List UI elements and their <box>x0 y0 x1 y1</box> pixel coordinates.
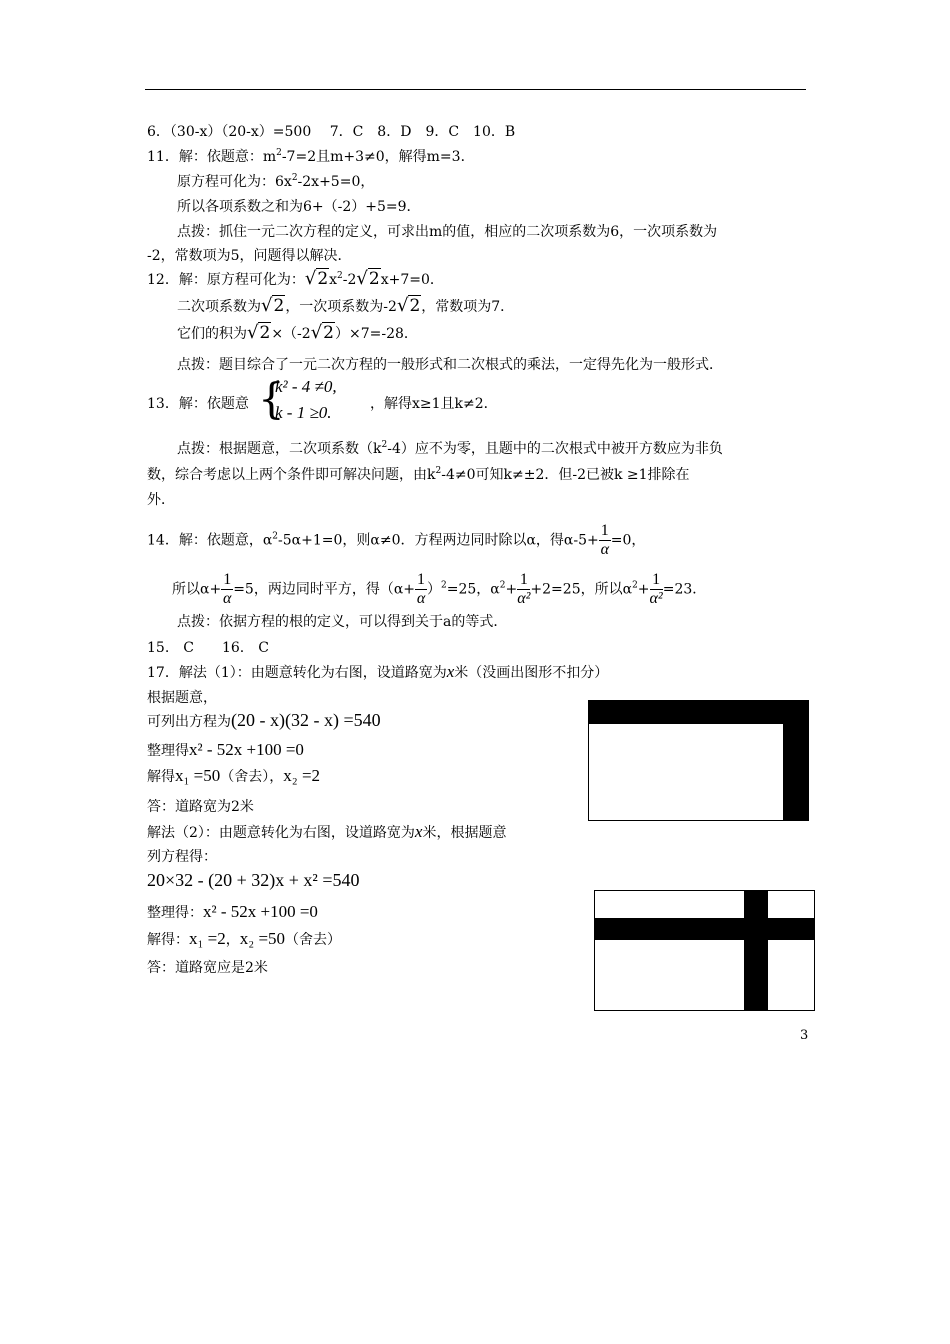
q12-note: 点拨：题目综合了一元二次方程的一般形式和二次根式的乘法，一定得先化为一般形式． <box>177 357 723 373</box>
q11-note-line2: -2，常数项为5，问题得以解决． <box>147 248 352 264</box>
sqrt-symbol: √2 <box>304 268 329 289</box>
q17-line4: 整理得x² - 52x +100 =0 <box>147 740 304 759</box>
q17-line2: 根据题意， <box>147 690 217 706</box>
horizontal-road <box>594 918 815 940</box>
q13-prefix: 13．解：依题意 <box>147 396 249 412</box>
q17-line5: 解得x₁ =50（舍去），x₂ =2 <box>147 766 321 785</box>
q11-line1: 11．解：依题意：$m^2-7=2$且m+3≠0，解得m=3． <box>147 148 475 165</box>
sqrt-symbol: √2 <box>247 322 271 343</box>
q17-line8: 列方程得： <box>147 849 217 865</box>
horizontal-road <box>588 700 809 724</box>
q17-line11: 解得：x₁ =2，x₂ =50（舍去） <box>147 929 342 948</box>
q17-line10: 整理得：x² - 52x +100 =0 <box>147 902 318 921</box>
page-number: 3 <box>800 1028 809 1043</box>
fraction-one-over-alpha: $\frac{1}{\alpha}$ <box>600 522 609 558</box>
left-brace-icon: { <box>258 374 285 423</box>
q14-line1: 14．解：依题意，$\alpha^2-5\alpha+1=0$，则α≠0．方程两边同时除以α，得α-5+ $\frac{1}{\alpha}$ =0， <box>147 522 646 558</box>
q13-note-line3: 外． <box>147 492 175 508</box>
q17-line3: 可列出方程为(20 - x)(32 - x) =540 <box>147 710 381 730</box>
q11-line2: 原方程可化为：$6x^2-2x+5=0$， <box>177 173 375 190</box>
q12-line1: 12．解：原方程可化为：$√2x^2-2√2x+7=0$． <box>147 268 444 289</box>
q17-line12: 答：道路宽应是2米 <box>147 960 268 976</box>
field-outline <box>595 891 815 1011</box>
q13-note-line2: 数，综合考虑以上两个条件即可解决问题，由$k^2-4\ne 0$可知k≠±2．但-2已被k ≥1排除在 <box>147 466 690 483</box>
q13-system-line2: k - 1 ≥0. <box>275 403 332 422</box>
q17-line9: 20×32 - (20 + 32)x + x² =540 <box>147 870 360 890</box>
q12-line3: 它们的积为√2×（-2√2）×7=-28． <box>177 322 418 343</box>
q13-note-line1: 点拨：根据题意，二次项系数$(k^2-4)$应不为零，且题中的二次根式中被开方数应为非负 <box>177 440 723 457</box>
q14-line2: 所以α+ $\frac{1}{\alpha}$ =5，两边同时平方，得（α+ $\frac{1}{\alpha}$ ）$^2$=25，$\alpha^2+$ $\frac{1}{\text{α²}}$ +2=25，所以$\alpha^2+$ $\frac{1}{\text{α²}}$ =23． <box>172 571 707 607</box>
road-figure-2 <box>594 890 816 1014</box>
fraction-one-over-alpha-squared: $\frac{1}{\text{α²}}$ <box>517 571 531 607</box>
fraction-one-over-alpha-squared: $\frac{1}{\text{α²}}$ <box>649 571 663 607</box>
q12-line2: 二次项系数为√2，一次项系数为-2√2，常数项为7． <box>177 295 515 316</box>
vertical-road <box>783 700 809 821</box>
fraction-one-over-alpha: $\frac{1}{\alpha}$ <box>222 571 232 607</box>
q6-answers: 6．（30-x）（20-x）=500 7．C 8．D 9．C 10．B <box>147 124 516 140</box>
sqrt-symbol: √2 <box>396 295 421 316</box>
q14-note: 点拨：依据方程的根的定义，可以得到关于a的等式． <box>177 614 508 630</box>
q17-line1: 17．解法（1）：由题意转化为右图，设道路宽为x米（没画出图形不扣分） <box>147 662 609 681</box>
sqrt-symbol: √2 <box>356 268 380 289</box>
q11-line3: 所以各项系数之和为6+（-2）+5=9． <box>177 199 421 215</box>
q17-line7: 解法（2）：由题意转化为右图，设道路宽为x米，根据题意 <box>147 822 507 841</box>
q13-system-line1: k² - 4 ≠0, <box>275 377 337 396</box>
q17-line6: 答：道路宽为2米 <box>147 799 254 815</box>
fraction-one-over-alpha: $\frac{1}{\alpha}$ <box>416 571 426 607</box>
sqrt-symbol: √2 <box>310 322 334 343</box>
q13-suffix: ，解得x≥1且k≠2． <box>370 396 498 412</box>
road-figure-1 <box>588 700 810 824</box>
sqrt-symbol: √2 <box>261 295 285 316</box>
vertical-road <box>744 890 768 1011</box>
header-rule <box>145 89 806 90</box>
q11-note-line1: 点拨：抓住一元二次方程的定义，可求出m的值，相应的二次项系数为6，一次项系数为 <box>177 224 718 240</box>
q15-16-answers: 15. C 16. C <box>147 640 269 656</box>
